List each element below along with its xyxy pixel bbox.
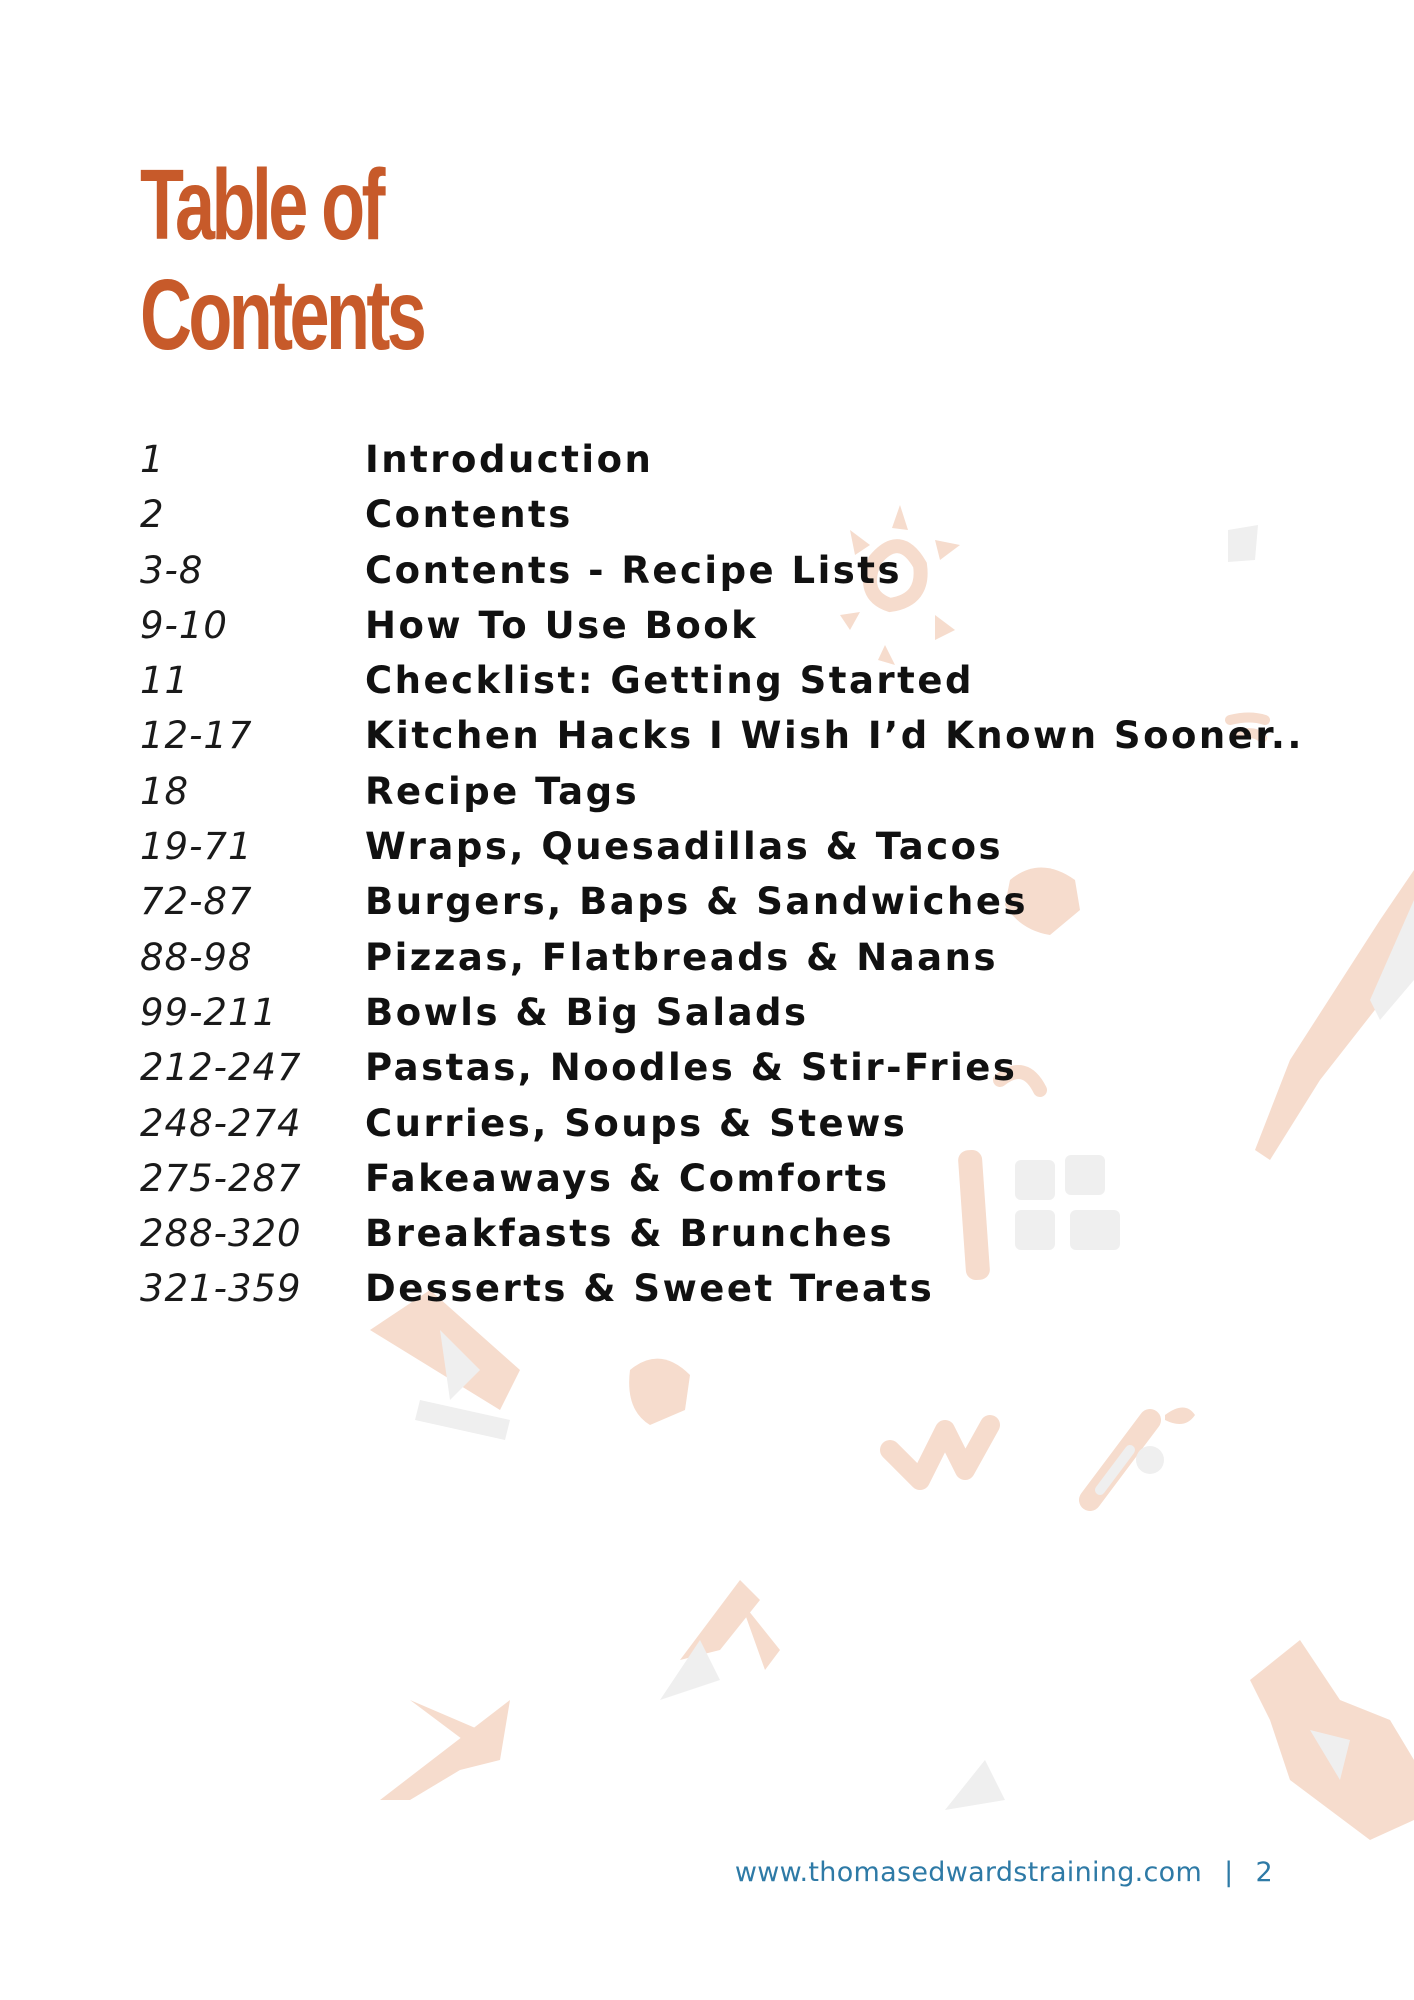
- toc-page-range: 12-17: [140, 714, 253, 758]
- toc-page-range: 1: [140, 438, 165, 481]
- toc-section-title: Pastas, Noodles & Stir-Fries: [365, 1046, 1018, 1090]
- toc-page-range: 11: [140, 659, 190, 703]
- toc-row: [140, 770, 1320, 825]
- toc-section-title: How To Use Book: [365, 603, 759, 647]
- toc-section-title: Contents: [365, 493, 573, 537]
- toc-section-title: Desserts & Sweet Treats: [365, 1267, 935, 1311]
- toc-section-title: Fakeaways & Comforts: [365, 1156, 890, 1200]
- toc-page-range: 212-247: [140, 1046, 302, 1090]
- grey-dot: [1136, 1446, 1164, 1474]
- toc-row: [140, 880, 1320, 935]
- table-of-contents: [140, 438, 1320, 1323]
- toc-page-range: 19-71: [140, 825, 253, 869]
- toc-row: [140, 604, 1320, 659]
- footer-separator: |: [1224, 1857, 1234, 1888]
- toc-section-title: Bowls & Big Salads: [365, 990, 809, 1034]
- toc-section-title: Contents - Recipe Lists: [365, 548, 903, 592]
- toc-row: [140, 438, 1320, 493]
- peach-dot: [1165, 1408, 1195, 1425]
- toc-row: [140, 1267, 1320, 1322]
- toc-page-range: 18: [140, 769, 190, 813]
- peach-zigzag: [890, 1425, 990, 1480]
- grey-triangle-br: [945, 1760, 1005, 1810]
- toc-section-title: Curries, Soups & Stews: [365, 1101, 908, 1145]
- toc-page-range: 3-8: [140, 548, 204, 592]
- toc-page-range: 288-320: [140, 1212, 302, 1256]
- website-link[interactable]: www.thomasedwardstraining.com: [734, 1857, 1203, 1888]
- toc-row: [140, 936, 1320, 991]
- page-footer: [735, 1857, 1273, 1888]
- toc-row: [140, 825, 1320, 880]
- toc-row: [140, 1157, 1320, 1212]
- toc-row: [140, 549, 1320, 604]
- toc-section-title: Breakfasts & Brunches: [365, 1212, 894, 1256]
- toc-section-title: Pizzas, Flatbreads & Naans: [365, 935, 999, 979]
- toc-row: [140, 1102, 1320, 1157]
- toc-section-title: Introduction: [365, 438, 654, 481]
- toc-page-range: 2: [140, 493, 165, 537]
- toc-row: [140, 1212, 1320, 1267]
- toc-row: [140, 714, 1320, 769]
- toc-section-title: Burgers, Baps & Sandwiches: [365, 880, 1028, 924]
- title-line-1: Table of: [140, 149, 382, 261]
- page-number: 2: [1255, 1857, 1273, 1888]
- toc-row: [140, 493, 1320, 548]
- toc-row: [140, 659, 1320, 714]
- toc-page-range: 72-87: [140, 880, 253, 924]
- toc-section-title: Wraps, Quesadillas & Tacos: [365, 825, 1004, 869]
- peach-v: [380, 1700, 510, 1800]
- toc-section-title: Checklist: Getting Started: [365, 659, 974, 703]
- toc-row: [140, 1046, 1320, 1101]
- peach-block-center: [629, 1359, 690, 1425]
- toc-page-range: 88-98: [140, 935, 253, 979]
- toc-page-range: 321-359: [140, 1267, 302, 1311]
- toc-page-range: 99-211: [140, 990, 278, 1034]
- toc-page-range: 248-274: [140, 1101, 302, 1145]
- toc-section-title: Recipe Tags: [365, 769, 640, 813]
- page-title: [140, 150, 423, 370]
- toc-row: [140, 991, 1320, 1046]
- title-line-2: Contents: [140, 259, 424, 371]
- toc-page-range: 9-10: [140, 603, 228, 647]
- toc-section-title: Kitchen Hacks I Wish I’d Known Sooner..: [365, 714, 1304, 758]
- toc-page-range: 275-287: [140, 1156, 302, 1200]
